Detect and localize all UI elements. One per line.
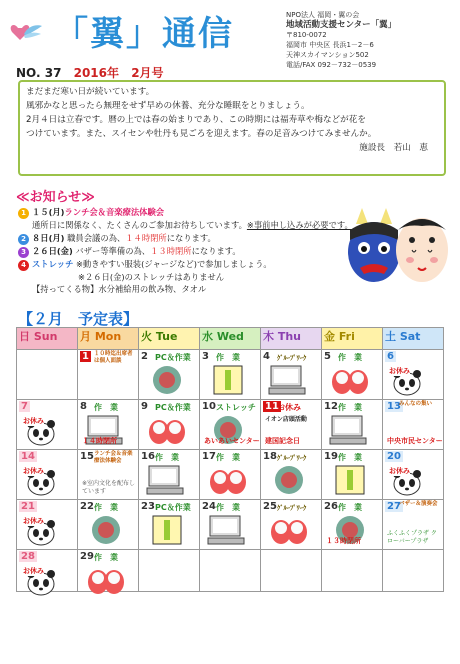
number-badge: 4: [18, 260, 29, 271]
event-label: 作 業: [94, 503, 118, 512]
weekday-header: 水 Wed: [200, 328, 261, 350]
event-extra: イオン店頭活動: [265, 416, 307, 423]
yarn-photo-icon: [145, 364, 189, 396]
calendar-day-cell: [78, 450, 139, 500]
event-label: 作 業: [216, 503, 240, 512]
yarn-photo-icon: [267, 464, 311, 496]
calendar-day-cell: [139, 500, 200, 550]
day-number: 17: [202, 451, 216, 462]
calendar-day-cell: [383, 500, 444, 550]
event-label: ランチ会＆音楽療法体験会: [94, 451, 133, 464]
event-label: ｸﾞﾙｰﾌﾟﾜｰｸ: [277, 454, 307, 462]
event-label: みんなの集い: [399, 401, 433, 407]
notice-item: [18, 206, 338, 219]
notice-highlight: １３時閉所: [150, 245, 192, 256]
event-label: ｸﾞﾙｰﾌﾟﾜｰｸ: [277, 504, 307, 512]
event-label: 作 業: [338, 353, 362, 362]
event-note: 建国記念日: [265, 437, 300, 445]
org-line: 〒810-0072: [286, 31, 327, 39]
notice-item: [18, 232, 338, 245]
org-line: NPO法人 福岡・翼の会: [286, 11, 360, 19]
notice-date: １５(月): [32, 207, 65, 217]
slippers-photo-icon: [267, 514, 311, 546]
day-number: 16: [141, 451, 155, 462]
day-off-label: お休み: [389, 367, 410, 375]
calendar-day-cell: [200, 400, 261, 450]
slippers-photo-icon: [145, 414, 189, 446]
calendar-day-cell: [17, 400, 78, 450]
day-number: 10: [202, 401, 216, 412]
calendar-day-cell: [322, 450, 383, 500]
event-label: 作 業: [338, 453, 362, 462]
notice-text: になります。: [166, 232, 216, 243]
event-label: 作 業: [338, 403, 362, 412]
weekday-header: 土 Sat: [383, 328, 444, 350]
computer-icon: [328, 414, 372, 446]
event-label: お休み: [277, 403, 301, 412]
notice-highlight: １４時閉所: [125, 232, 167, 243]
notice-date: ８日(月): [32, 232, 65, 243]
day-number: 24: [202, 501, 216, 512]
day-number: 13: [387, 401, 401, 412]
calendar-week-row: [17, 400, 444, 450]
calendar-day-cell: [261, 500, 322, 550]
day-off-label: お休み: [23, 517, 44, 525]
number-badge: 2: [18, 234, 29, 245]
day-number: 20: [387, 451, 401, 462]
slippers-photo-icon: [328, 364, 372, 396]
calendar-day-cell: [78, 400, 139, 450]
event-note: １４時閉所: [82, 437, 117, 445]
heart-wings-logo: [8, 22, 42, 44]
day-off-label: お休み: [23, 567, 44, 575]
day-number: 11: [265, 401, 279, 412]
day-number: 1: [82, 351, 89, 362]
greeting-line: 2月４日は立春です。暦の上では春の始まりであり、この時期には福寿草や梅などが花を: [26, 115, 366, 125]
number-badge: 3: [18, 247, 29, 258]
calendar-day-cell: [200, 350, 261, 400]
day-number: 25: [263, 501, 277, 512]
weekday-header: 月 Mon: [78, 328, 139, 350]
notice-title: ストレッチ: [32, 258, 74, 269]
issue-number: NO. 37: [16, 66, 62, 80]
calendar-day-cell: [261, 350, 322, 400]
computer-icon: [145, 464, 189, 496]
calendar-day-cell: [322, 550, 383, 592]
greeting-line: つけています。また、スイセンや牡丹も見ごろを迎えます。春の足音みつけてみませんか。: [26, 129, 377, 139]
event-label: １０時迄出席者は個人面談: [94, 351, 133, 364]
greeting-box: [18, 80, 446, 176]
event-label: 作 業: [155, 453, 179, 462]
notice-item: [18, 258, 338, 271]
event-note: ふくふくプラザ クローバープラザ: [387, 530, 437, 545]
day-number: 3: [202, 351, 209, 362]
day-number: 12: [324, 401, 338, 412]
notice-date: ２６日(金): [32, 245, 73, 256]
day-off-label: お休み: [23, 417, 44, 425]
calendar-day-cell: [383, 450, 444, 500]
notice-text: 【持ってくる物】水分補給用の飲み物、タオル: [32, 284, 207, 295]
weekday-header: 金 Fri: [322, 328, 383, 350]
calendar-day-cell: [322, 500, 383, 550]
greeting-line: 風邪かなと思ったら無理をせず早めの休養、充分な睡眠をとりましょう。: [26, 101, 310, 111]
org-line: 電話/FAX 092－732－0539: [286, 61, 377, 69]
event-note: １３時閉所: [326, 537, 361, 545]
calendar-week-row: [17, 500, 444, 550]
calendar-day-cell: [139, 550, 200, 592]
bottle-icon: [206, 364, 250, 396]
day-number: 7: [21, 401, 28, 412]
notice-text: ※動きやすい服装(ジャージなど)で参加しましょう。: [76, 258, 272, 269]
day-number: 4: [263, 351, 270, 362]
weekday-header-row: [17, 328, 444, 350]
bottle-icon: [328, 464, 372, 496]
newsletter-title: 「翼」通信: [54, 14, 234, 54]
number-badge: 1: [18, 208, 29, 219]
event-note: 中央市民センター: [387, 437, 443, 445]
notice-text: バザー等準備の為、: [75, 245, 151, 256]
day-off-label: お休み: [389, 467, 410, 475]
issue-line: [16, 64, 164, 81]
calendar-day-cell: [17, 450, 78, 500]
computer-icon: [206, 514, 250, 546]
day-number: 28: [21, 551, 35, 562]
schedule-calendar: [16, 327, 444, 592]
calendar-day-cell: [200, 550, 261, 592]
notice-heading: ≪お知らせ≫: [16, 190, 95, 205]
notice-list: [18, 206, 353, 310]
event-label: 作 業: [216, 453, 240, 462]
event-label: PC＆作業: [155, 403, 191, 412]
weekday-header: 日 Sun: [17, 328, 78, 350]
org-line: 福岡市 中央区 長浜1－2－6: [286, 41, 374, 49]
event-note: あいあいセンター: [204, 437, 260, 445]
calendar-day-cell: [78, 500, 139, 550]
notice-text: ※２６日(金)のストレッチはありません: [78, 271, 225, 282]
greeting-line: まだまだ寒い日が続いています。: [26, 87, 155, 97]
event-label: PC＆作業: [155, 353, 191, 362]
event-label: バザー＆演奏会: [399, 501, 438, 507]
calendar-week-row: [17, 450, 444, 500]
day-number: 5: [324, 351, 331, 362]
slippers-photo-icon: [206, 464, 250, 496]
organization-info: [286, 10, 456, 70]
calendar-day-cell: [261, 550, 322, 592]
day-number: 21: [21, 501, 35, 512]
calendar-day-cell: [17, 550, 78, 592]
event-label: ストレッチ: [216, 403, 256, 412]
notice-note: ※事前申し込みが必要です。: [246, 220, 353, 230]
calendar-day-cell: [17, 350, 78, 400]
day-number: 15: [80, 451, 94, 462]
weekday-header: 火 Tue: [139, 328, 200, 350]
signature: 施設長 若山 恵: [359, 143, 428, 153]
day-number: 6: [387, 351, 394, 362]
issue-month: 2月号: [131, 66, 164, 80]
event-label: 作 業: [216, 353, 240, 362]
computer-icon: [267, 364, 311, 396]
day-number: 29: [80, 551, 94, 562]
calendar-day-cell: [383, 550, 444, 592]
calendar-day-cell: [200, 500, 261, 550]
day-number: 18: [263, 451, 277, 462]
calendar-week-row: [17, 350, 444, 400]
event-label: 作 業: [94, 553, 118, 562]
org-line: 地域活動支援センター「翼」: [286, 20, 397, 30]
calendar-day-cell: [383, 350, 444, 400]
calendar-day-cell: [78, 550, 139, 592]
calendar-heading: 【２月 予定表】: [18, 310, 139, 328]
calendar-day-cell: [261, 400, 322, 450]
slippers-photo-icon: [84, 564, 128, 596]
day-number: 26: [324, 501, 338, 512]
notice-text: 通所日に関係なく、たくさんのご参加お待ちしています。: [32, 220, 247, 230]
day-number: 19: [324, 451, 338, 462]
event-label: ｸﾞﾙｰﾌﾟﾜｰｸ: [277, 354, 307, 362]
notice-text: になります。: [191, 245, 241, 256]
calendar-week-row: [17, 550, 444, 592]
notice-title: ランチ会＆音楽療法体験会: [64, 207, 165, 217]
notice-body: [18, 219, 353, 232]
event-label: PC＆作業: [155, 503, 191, 512]
calendar-day-cell: [261, 450, 322, 500]
calendar-day-cell: [383, 400, 444, 450]
day-number: 8: [80, 401, 87, 412]
day-number: 14: [21, 451, 35, 462]
calendar-day-cell: [139, 450, 200, 500]
calendar-day-cell: [78, 350, 139, 400]
yarn-photo-icon: [84, 514, 128, 546]
issue-year: 2016年: [73, 66, 120, 80]
day-number: 9: [141, 401, 148, 412]
weekday-header: 木 Thu: [261, 328, 322, 350]
notice-item: [18, 245, 338, 258]
org-line: 天神スカイマンション502: [286, 51, 369, 59]
day-number: 27: [387, 501, 401, 512]
bottle-icon: [145, 514, 189, 546]
day-number: 23: [141, 501, 155, 512]
notice-text: 職員会議の為、: [67, 232, 126, 243]
calendar-day-cell: [17, 500, 78, 550]
event-label: 作 業: [338, 503, 362, 512]
calendar-day-cell: [139, 400, 200, 450]
day-number: 2: [141, 351, 148, 362]
day-number: 22: [80, 501, 94, 512]
setsubun-masks-illustration: [342, 190, 452, 300]
calendar-day-cell: [322, 400, 383, 450]
calendar-day-cell: [322, 350, 383, 400]
event-label: 作 業: [94, 403, 118, 412]
event-note: ※室内文化を配布しています: [82, 480, 136, 495]
calendar-day-cell: [200, 450, 261, 500]
day-off-label: お休み: [23, 467, 44, 475]
calendar-day-cell: [139, 350, 200, 400]
